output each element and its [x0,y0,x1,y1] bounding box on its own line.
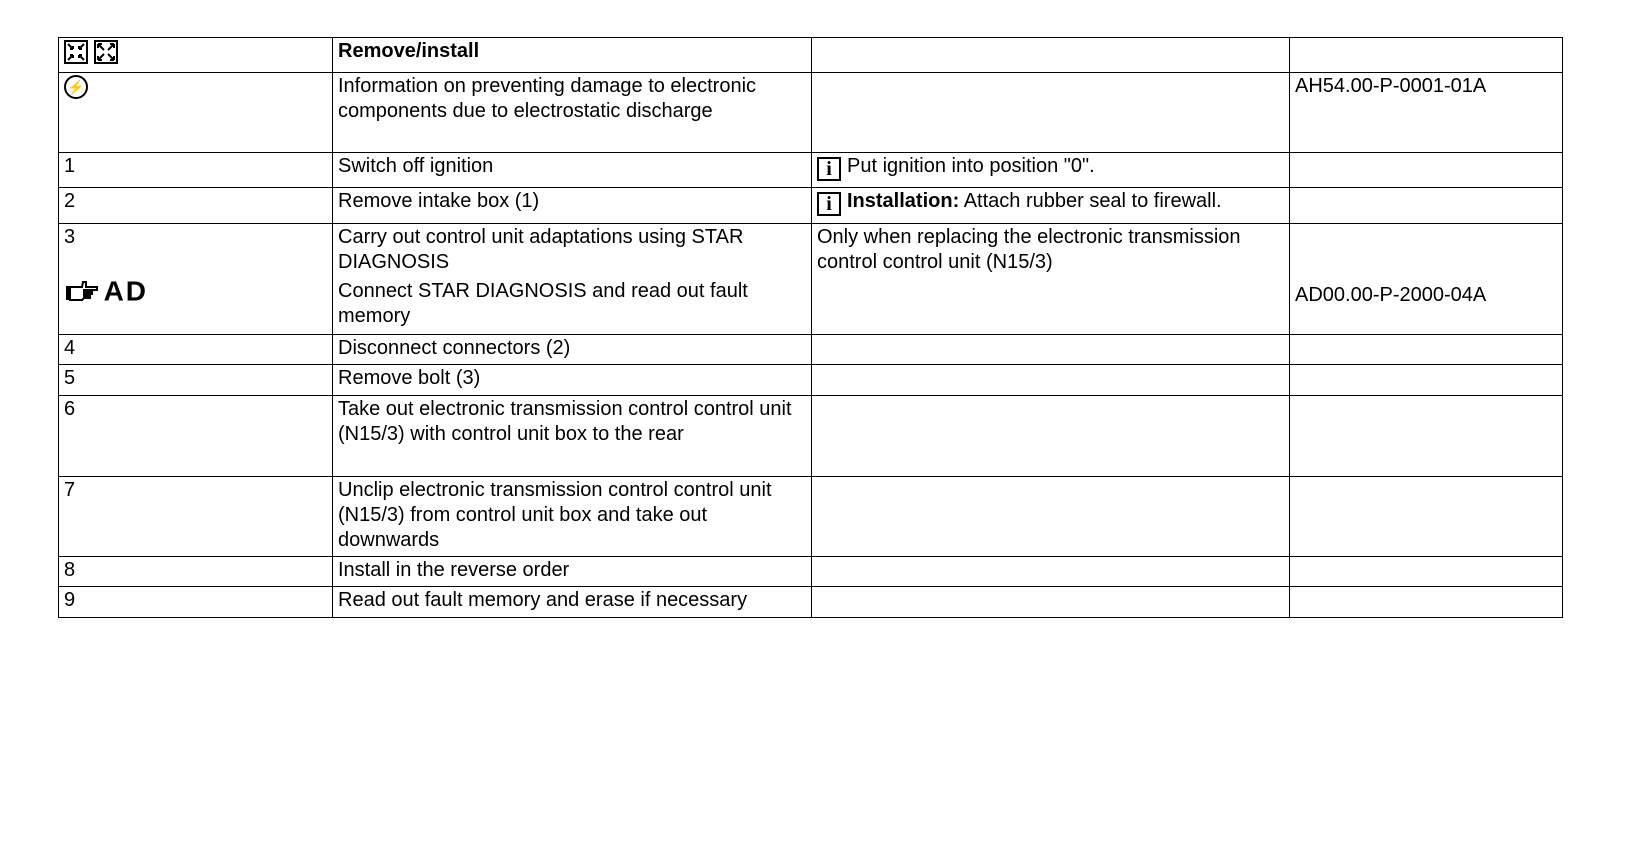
esd-text: Information on preventing damage to electronic components due to electrostatic discharge [333,73,812,153]
header-symbols-cell [59,38,333,73]
ad-symbol: AD [103,275,149,307]
esd-row [59,73,1563,153]
pointing-hand-icon [64,278,98,304]
info-icon: i [817,192,841,216]
step-action: Disconnect connectors (2) [333,335,812,365]
step-action: Carry out control unit adaptations using STAR DIAGNOSIS [338,226,744,273]
step-number: 7 [59,477,333,557]
table-row [59,365,1563,396]
step-number: 8 [59,557,333,587]
table-row [59,335,1563,365]
install-symbol-icon [94,40,118,64]
step-note: Only when replacing the electronic transmission control control unit (N15/3) [812,224,1290,335]
step-note: Attach rubber seal to firewall. [959,190,1222,212]
header-row [59,38,1563,73]
step-number: 1 [59,153,333,188]
step-number: 9 [59,587,333,618]
step-number: 5 [59,365,333,396]
sub-action: Connect STAR DIAGNOSIS and read out fault memory [338,280,748,327]
step-action: Remove bolt (3) [333,365,812,396]
sub-symbol [64,275,327,307]
step-action: Remove intake box (1) [333,188,812,224]
step-number: 6 [59,396,333,477]
header-empty-cell [1290,38,1563,73]
table-row [59,587,1563,618]
table-row [59,153,1563,188]
step-number: 2 [59,188,333,224]
info-icon: i [817,157,841,181]
step-action: Switch off ignition [333,153,812,188]
step-action: Take out electronic transmission control control unit (N15/3) with control unit box to the rear [333,396,812,477]
step-number: 3 [64,226,76,248]
table-row [59,396,1563,477]
step-action: Unclip electronic transmission control control unit (N15/3) from control unit box and take out downwards [333,477,812,557]
procedure-table [58,37,1563,618]
step-action: Install in the reverse order [333,557,812,587]
table-row [59,477,1563,557]
step-number: 4 [59,335,333,365]
header-empty-cell [812,38,1290,73]
table-row [59,557,1563,587]
esd-warning-icon: ⚡ [64,75,88,99]
step-action: Read out fault memory and erase if necessary [333,587,812,618]
remove-symbol-icon [64,40,88,64]
step-note: Put ignition into position "0". [847,155,1095,177]
step-note-label: Installation: [847,190,960,212]
esd-reference: AH54.00-P-0001-01A [1290,73,1563,153]
table-row [59,188,1563,224]
table-row [59,224,1563,335]
sub-reference: AD00.00-P-2000-04A [1295,284,1487,306]
page-title: Remove/install [333,38,812,73]
